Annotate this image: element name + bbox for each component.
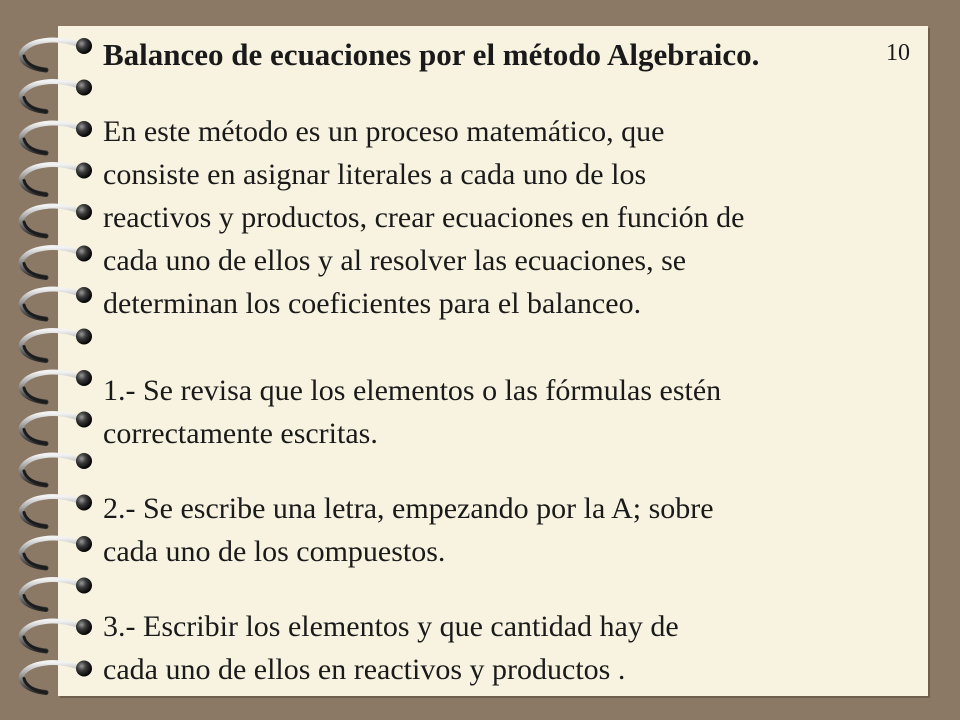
text-line: 1.- Se revisa que los elementos o las fórmulas estén	[103, 374, 722, 407]
spiral-binding-icon	[0, 0, 110, 720]
spiral-ring-icon	[21, 121, 92, 153]
spiral-ring-icon	[21, 204, 92, 236]
text-line: correctamente escritas.	[103, 417, 378, 450]
text-line: cada uno de los compuestos.	[103, 535, 446, 568]
spiral-ring-icon	[21, 453, 92, 485]
text-line: En este método es un proceso matemático, que	[103, 115, 665, 148]
text-line: cada uno de ellos y al resolver las ecuaciones, se	[103, 244, 687, 277]
slide-title: Balanceo de ecuaciones por el método Algebraico.	[103, 37, 760, 72]
text-line: reactivos y productos, crear ecuaciones en función de	[103, 201, 745, 234]
spiral-ring-icon	[21, 536, 92, 568]
page-number: 10	[886, 40, 910, 66]
text-line: determinan los coeficientes para el balanceo.	[103, 287, 642, 320]
spiral-ring-icon	[21, 619, 92, 651]
text-line: cada uno de ellos en reactivos y productos .	[103, 653, 626, 686]
spiral-ring-icon	[21, 578, 92, 610]
text-line: consiste en asignar literales a cada uno de los	[103, 158, 647, 191]
step-1-paragraph	[103, 369, 721, 455]
step-2-paragraph	[103, 487, 714, 573]
text-line: 2.- Se escribe una letra, empezando por la A; sobre	[103, 492, 714, 525]
intro-paragraph	[103, 110, 744, 325]
spiral-ring-icon	[21, 287, 92, 319]
spiral-ring-icon	[21, 661, 92, 693]
spiral-ring-icon	[21, 38, 92, 70]
spiral-ring-icon	[21, 412, 92, 444]
spiral-ring-icon	[21, 370, 92, 402]
spiral-ring-icon	[21, 80, 92, 112]
text-line: 3.- Escribir los elementos y que cantidad hay de	[103, 610, 679, 643]
spiral-ring-icon	[21, 329, 92, 361]
step-3-paragraph	[103, 605, 679, 691]
spiral-ring-icon	[21, 163, 92, 195]
spiral-ring-icon	[21, 495, 92, 527]
spiral-ring-icon	[21, 246, 92, 278]
